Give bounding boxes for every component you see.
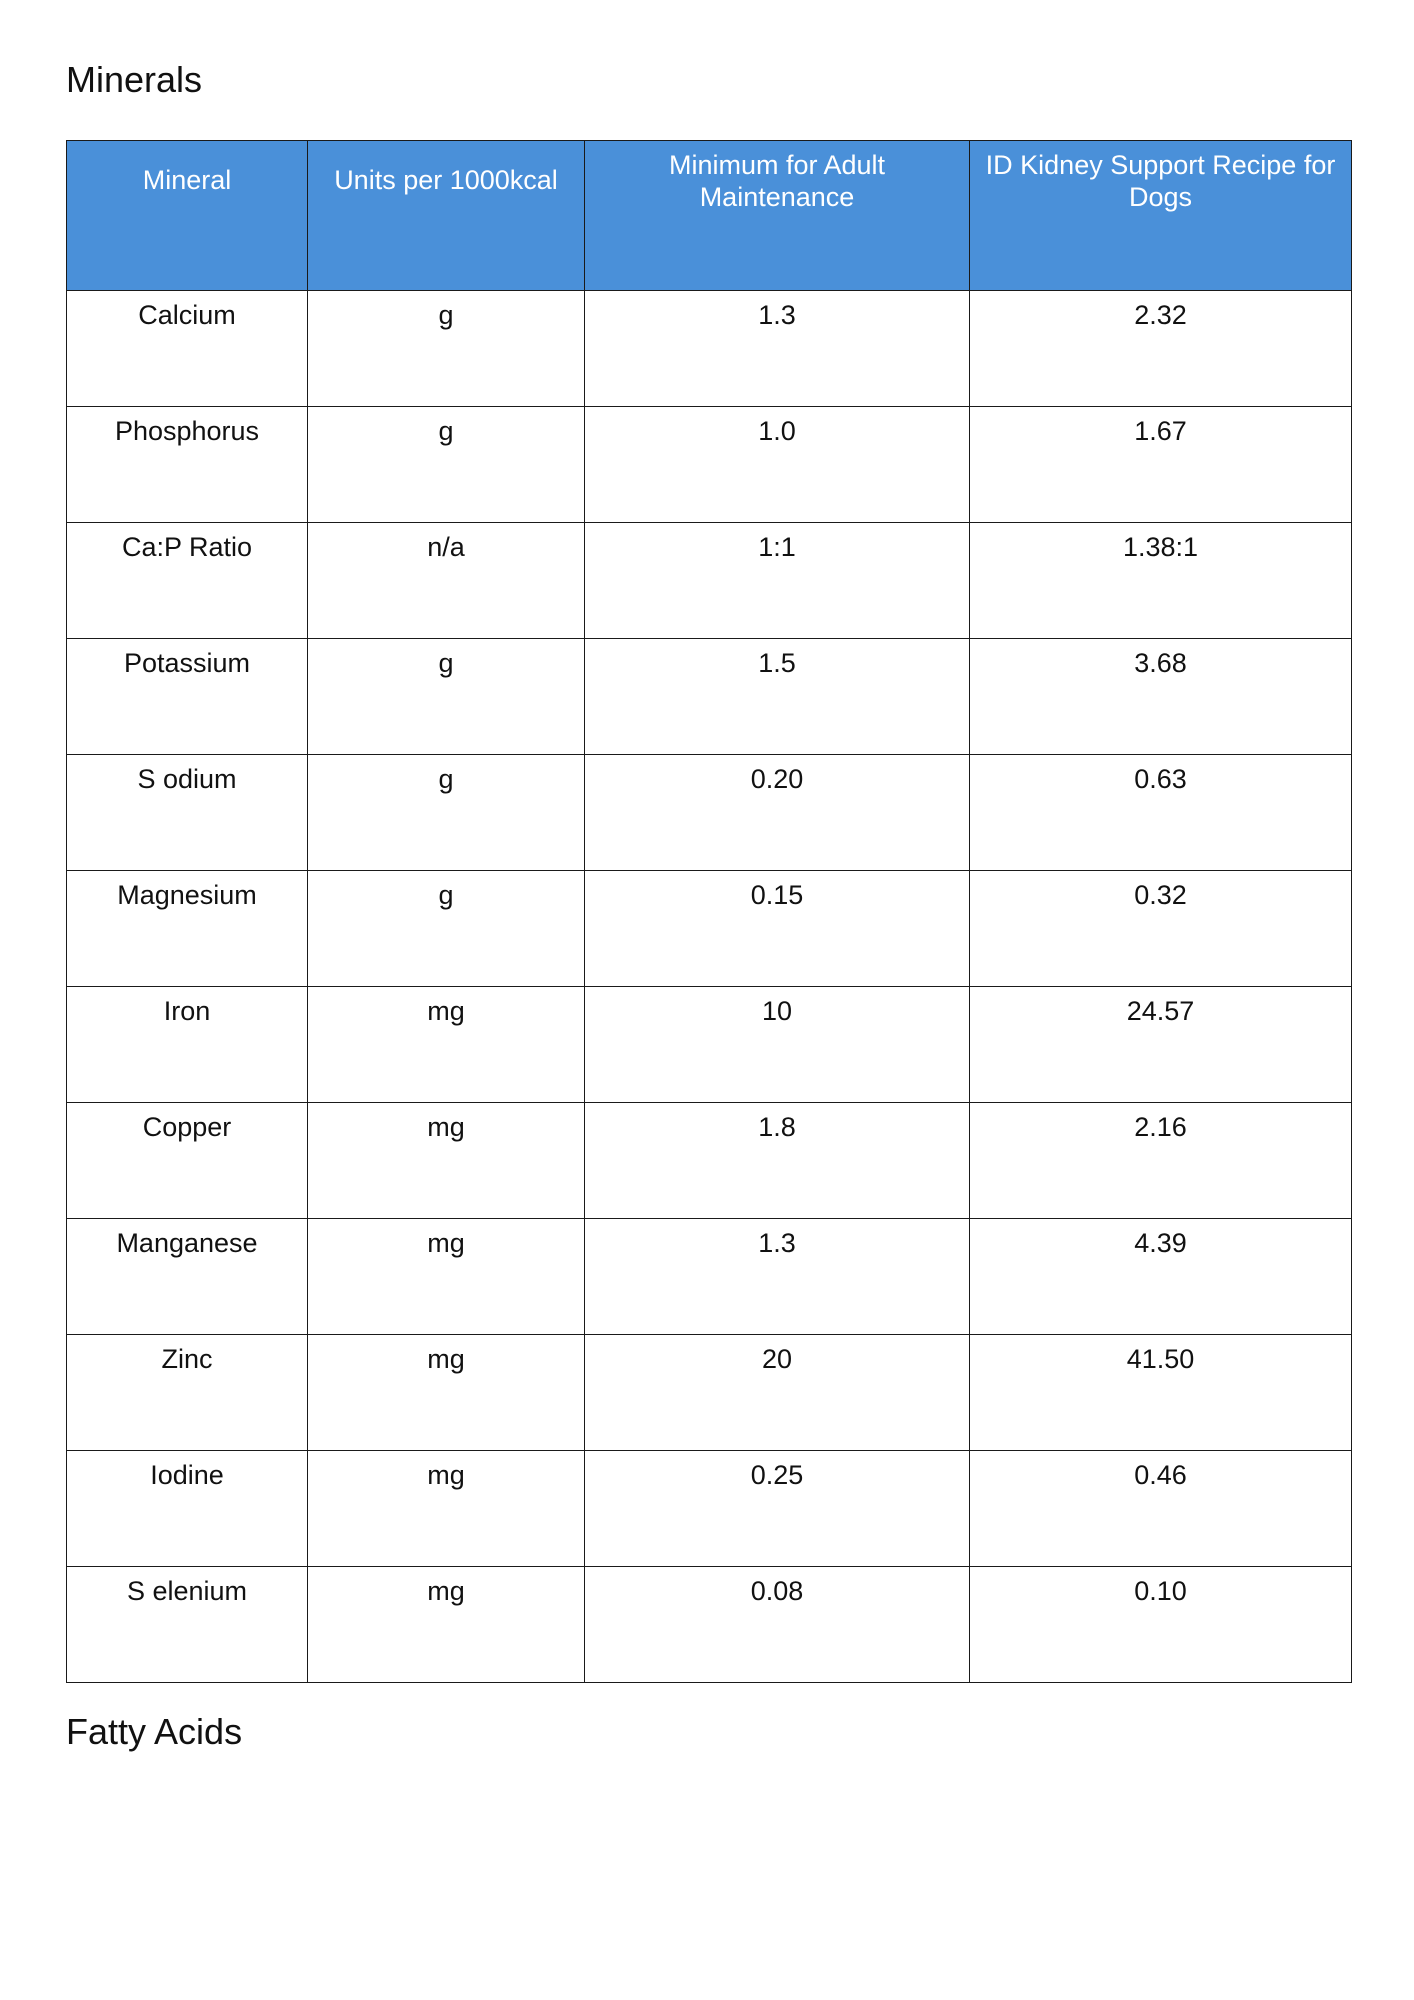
- table-row: [67, 871, 1352, 987]
- column-header-minimum: Minimum for Adult Maintenance: [585, 141, 970, 291]
- cell-units: mg: [308, 1219, 585, 1335]
- cell-minimum: 1:1: [585, 523, 970, 639]
- minerals-table: [66, 140, 1352, 1683]
- cell-minimum: 0.20: [585, 755, 970, 871]
- cell-units: n/a: [308, 523, 585, 639]
- cell-minimum: 1.0: [585, 407, 970, 523]
- cell-minimum: 1.8: [585, 1103, 970, 1219]
- cell-minimum: 0.25: [585, 1451, 970, 1567]
- minerals-heading: Minerals: [66, 59, 203, 100]
- cell-minimum: 1.3: [585, 1219, 970, 1335]
- cell-units: mg: [308, 1335, 585, 1451]
- table-body: [67, 291, 1352, 1683]
- cell-recipe: 3.68: [970, 639, 1352, 755]
- cell-recipe: 1.67: [970, 407, 1352, 523]
- cell-mineral: S odium: [67, 755, 308, 871]
- table-row: [67, 407, 1352, 523]
- cell-minimum: 20: [585, 1335, 970, 1451]
- cell-recipe: 0.63: [970, 755, 1352, 871]
- cell-recipe: 2.16: [970, 1103, 1352, 1219]
- cell-units: g: [308, 407, 585, 523]
- cell-units: mg: [308, 1451, 585, 1567]
- column-header-units: Units per 1000kcal: [308, 141, 585, 291]
- cell-minimum: 10: [585, 987, 970, 1103]
- cell-minimum: 1.5: [585, 639, 970, 755]
- cell-minimum: 1.3: [585, 291, 970, 407]
- cell-units: mg: [308, 1103, 585, 1219]
- cell-mineral: Copper: [67, 1103, 308, 1219]
- column-header-recipe: ID Kidney Support Recipe for Dogs: [970, 141, 1352, 291]
- cell-units: mg: [308, 1567, 585, 1683]
- cell-mineral: Magnesium: [67, 871, 308, 987]
- header-row: [67, 141, 1352, 291]
- table-row: [67, 1103, 1352, 1219]
- cell-units: g: [308, 871, 585, 987]
- cell-mineral: S elenium: [67, 1567, 308, 1683]
- cell-units: mg: [308, 987, 585, 1103]
- cell-units: g: [308, 639, 585, 755]
- cell-minimum: 0.15: [585, 871, 970, 987]
- cell-mineral: Zinc: [67, 1335, 308, 1451]
- table-row: [67, 1451, 1352, 1567]
- cell-mineral: Phosphorus: [67, 407, 308, 523]
- cell-recipe: 2.32: [970, 291, 1352, 407]
- cell-recipe: 0.10: [970, 1567, 1352, 1683]
- cell-mineral: Ca:P Ratio: [67, 523, 308, 639]
- cell-mineral: Calcium: [67, 291, 308, 407]
- cell-mineral: Iodine: [67, 1451, 308, 1567]
- column-header-mineral: Mineral: [67, 141, 308, 291]
- cell-recipe: 0.46: [970, 1451, 1352, 1567]
- cell-units: g: [308, 291, 585, 407]
- cell-units: g: [308, 755, 585, 871]
- cell-recipe: 24.57: [970, 987, 1352, 1103]
- table-row: [67, 1335, 1352, 1451]
- cell-recipe: 41.50: [970, 1335, 1352, 1451]
- cell-recipe: 4.39: [970, 1219, 1352, 1335]
- table-row: [67, 1567, 1352, 1683]
- table-row: [67, 755, 1352, 871]
- cell-minimum: 0.08: [585, 1567, 970, 1683]
- cell-mineral: Manganese: [67, 1219, 308, 1335]
- table-row: [67, 291, 1352, 407]
- cell-mineral: Potassium: [67, 639, 308, 755]
- cell-recipe: 1.38:1: [970, 523, 1352, 639]
- cell-recipe: 0.32: [970, 871, 1352, 987]
- cell-mineral: Iron: [67, 987, 308, 1103]
- table-row: [67, 639, 1352, 755]
- table-row: [67, 987, 1352, 1103]
- table-row: [67, 1219, 1352, 1335]
- table-row: [67, 523, 1352, 639]
- fatty-acids-heading: Fatty Acids: [66, 1711, 243, 1752]
- table-header: [67, 141, 1352, 291]
